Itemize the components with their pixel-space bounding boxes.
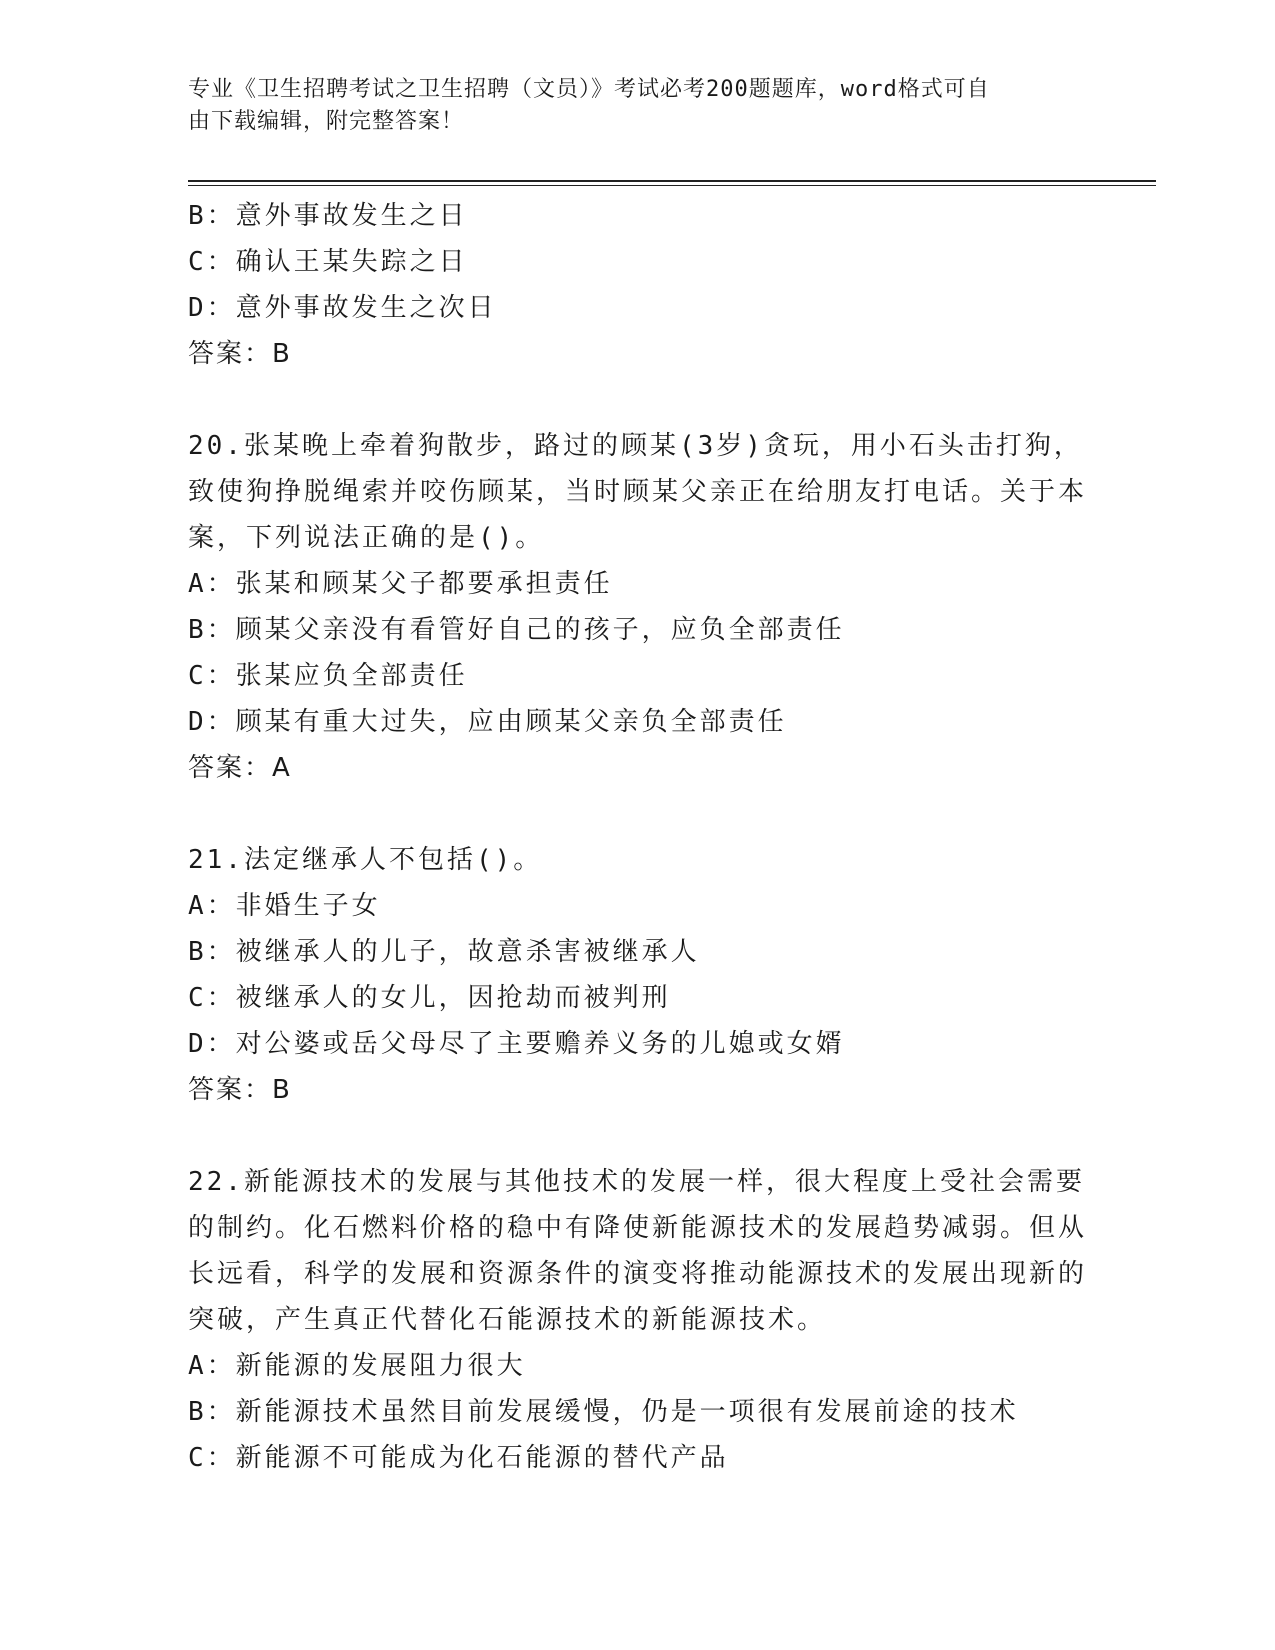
- question-stem: 22.新能源技术的发展与其他技术的发展一样，很大程度上受社会需要的制约。化石燃料价格的稳中有降使新能源技术的发展趋势减弱。但从长远看，科学的发展和资源条件的演变将推动能源技术的发展出现新的突破，产生真正代替化石能源技术的新能源技术。: [188, 1167, 1088, 1335]
- option-c: C：确认王某失踪之日: [188, 247, 468, 277]
- option-c: C：新能源不可能成为化石能源的替代产品: [188, 1443, 729, 1473]
- header-divider: [188, 180, 1156, 186]
- option-d: D：顾某有重大过失，应由顾某父亲负全部责任: [188, 707, 787, 737]
- header-line-1: 专业《卫生招聘考试之卫生招聘（文员）》考试必考200题题库，word格式可自: [188, 77, 990, 102]
- question-20: [188, 423, 1088, 791]
- option-b: B：被继承人的儿子，故意杀害被继承人: [188, 937, 700, 967]
- question-22: [188, 1159, 1088, 1481]
- spacer: [188, 377, 1088, 423]
- question-19-continued: [188, 193, 1088, 377]
- question-stem: 21.法定继承人不包括()。: [188, 845, 543, 875]
- option-d: D：意外事故发生之次日: [188, 293, 497, 323]
- option-c: C：张某应负全部责任: [188, 661, 468, 691]
- question-list: [188, 193, 1088, 1481]
- spacer: [188, 1113, 1088, 1159]
- option-b: B：意外事故发生之日: [188, 201, 468, 231]
- answer-line: 答案：B: [188, 1075, 292, 1105]
- option-a: A：张某和顾某父子都要承担责任: [188, 569, 613, 599]
- document-header: [188, 74, 1068, 138]
- option-a: A：新能源的发展阻力很大: [188, 1351, 526, 1381]
- option-c: C：被继承人的女儿，因抢劫而被判刑: [188, 983, 671, 1013]
- question-stem: 20.张某晚上牵着狗散步，路过的顾某(3岁)贪玩，用小石头击打狗，致使狗挣脱绳索并咬伤顾某，当时顾某父亲正在给朋友打电话。关于本案，下列说法正确的是()。: [188, 431, 1088, 553]
- spacer: [188, 791, 1088, 837]
- question-21: [188, 837, 1088, 1113]
- option-b: B：顾某父亲没有看管好自己的孩子，应负全部责任: [188, 615, 845, 645]
- option-b: B：新能源技术虽然目前发展缓慢，仍是一项很有发展前途的技术: [188, 1397, 1019, 1427]
- option-d: D：对公婆或岳父母尽了主要赡养义务的儿媳或女婿: [188, 1029, 845, 1059]
- option-a: A：非婚生子女: [188, 891, 381, 921]
- answer-line: 答案：B: [188, 339, 292, 369]
- answer-line: 答案：A: [188, 753, 292, 783]
- header-line-2: 由下载编辑，附完整答案！: [188, 109, 465, 134]
